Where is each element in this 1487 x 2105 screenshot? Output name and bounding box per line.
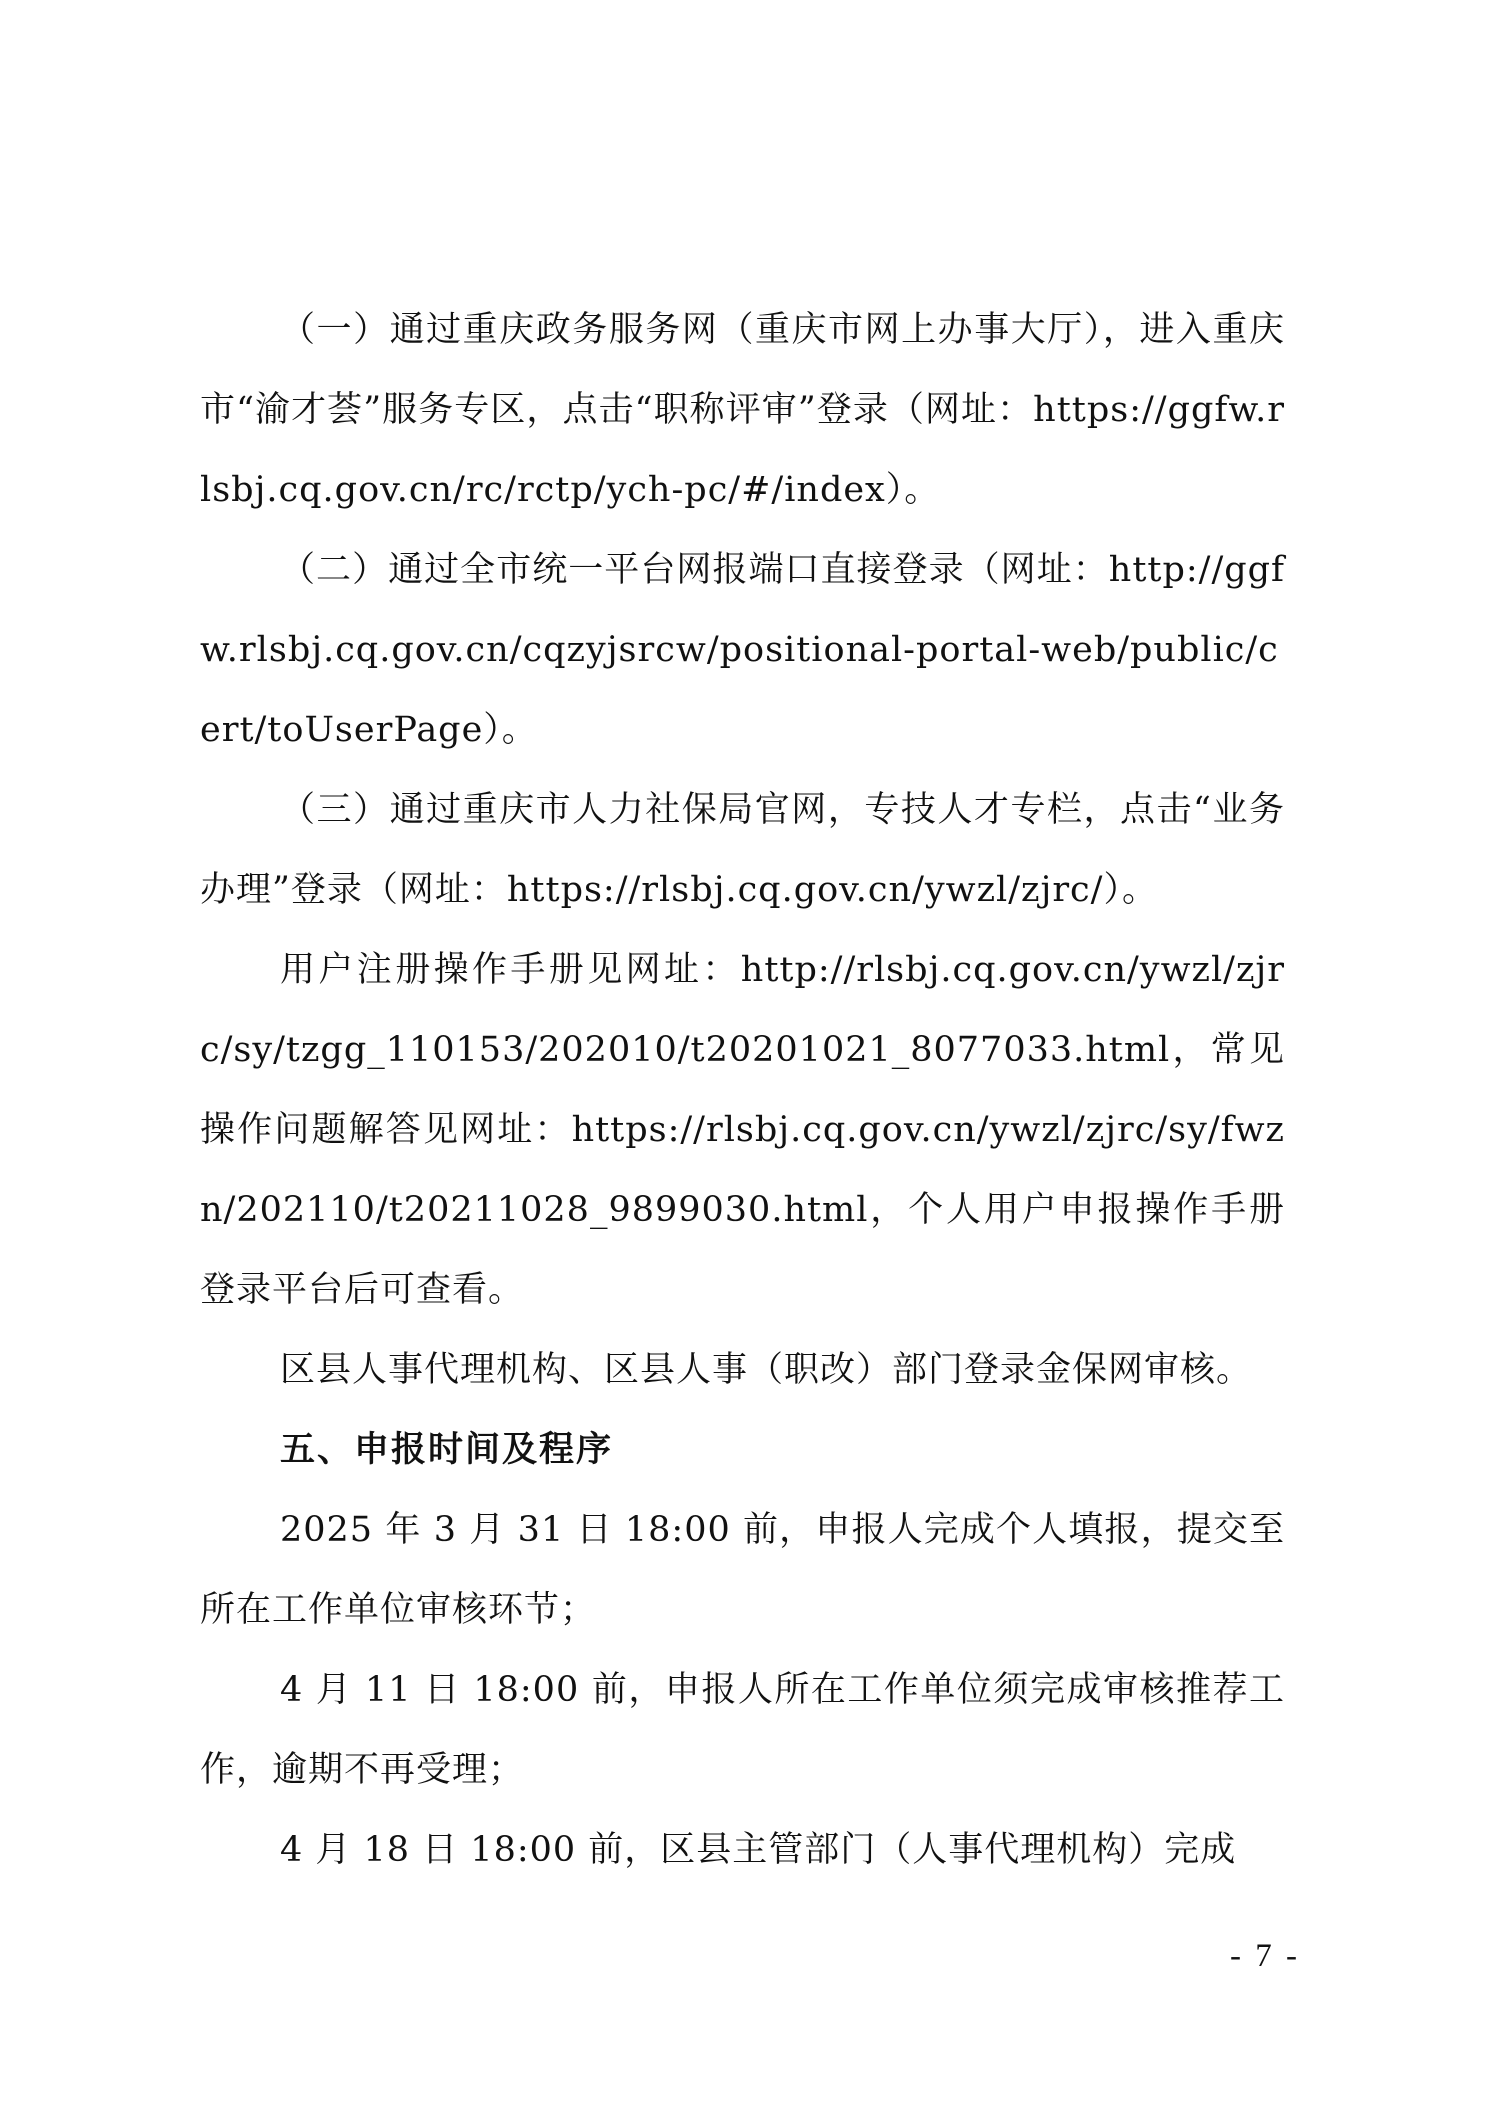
document-body [200,290,1285,1890]
section-heading-schedule: 五、申报时间及程序 [280,1430,614,1470]
paragraph-login-option-3: （三）通过重庆市人力社保局官网，专技人才专栏，点击“业务办理”登录（网址：https://rlsbj.cq.gov.cn/ywzl/zjrc/）。 [200,790,1285,910]
paragraph-login-option-2: （二）通过全市统一平台网报端口直接登录（网址：http://ggfw.rlsbj.cq.gov.cn/cqzyjsrcw/positional-portal-web/public/cert/toUserPage）。 [200,550,1285,750]
paragraph-review-note: 区县人事代理机构、区县人事（职改）部门登录金保网审核。 [280,1350,1253,1390]
page-number: - 7 - [1230,1938,1300,1974]
paragraph-schedule-step-3: 4 月 18 日 18:00 前，区县主管部门（人事代理机构）完成 [280,1830,1237,1870]
paragraph-schedule-step-2: 4 月 11 日 18:00 前，申报人所在工作单位须完成审核推荐工作，逾期不再受理； [200,1670,1285,1790]
paragraph-login-option-1: （一）通过重庆政务服务网（重庆市网上办事大厅），进入重庆市“渝才荟”服务专区，点击“职称评审”登录（网址：https://ggfw.rlsbj.cq.gov.cn/rc/rctp/ych-pc/#/index）。 [200,310,1285,510]
paragraph-user-manual: 用户注册操作手册见网址：http://rlsbj.cq.gov.cn/ywzl/zjrc/sy/tzgg_110153/202010/t20201021_8077033.html，常见操作问题解答见网址：https://rlsbj.cq.gov.cn/ywzl/zjrc/sy/fwzn/202110/t20211028_9899030.html，个人用户申报操作手册登录平台后可查看。 [200,950,1285,1310]
paragraph-schedule-step-1: 2025 年 3 月 31 日 18:00 前，申报人完成个人填报，提交至所在工作单位审核环节； [200,1510,1285,1630]
